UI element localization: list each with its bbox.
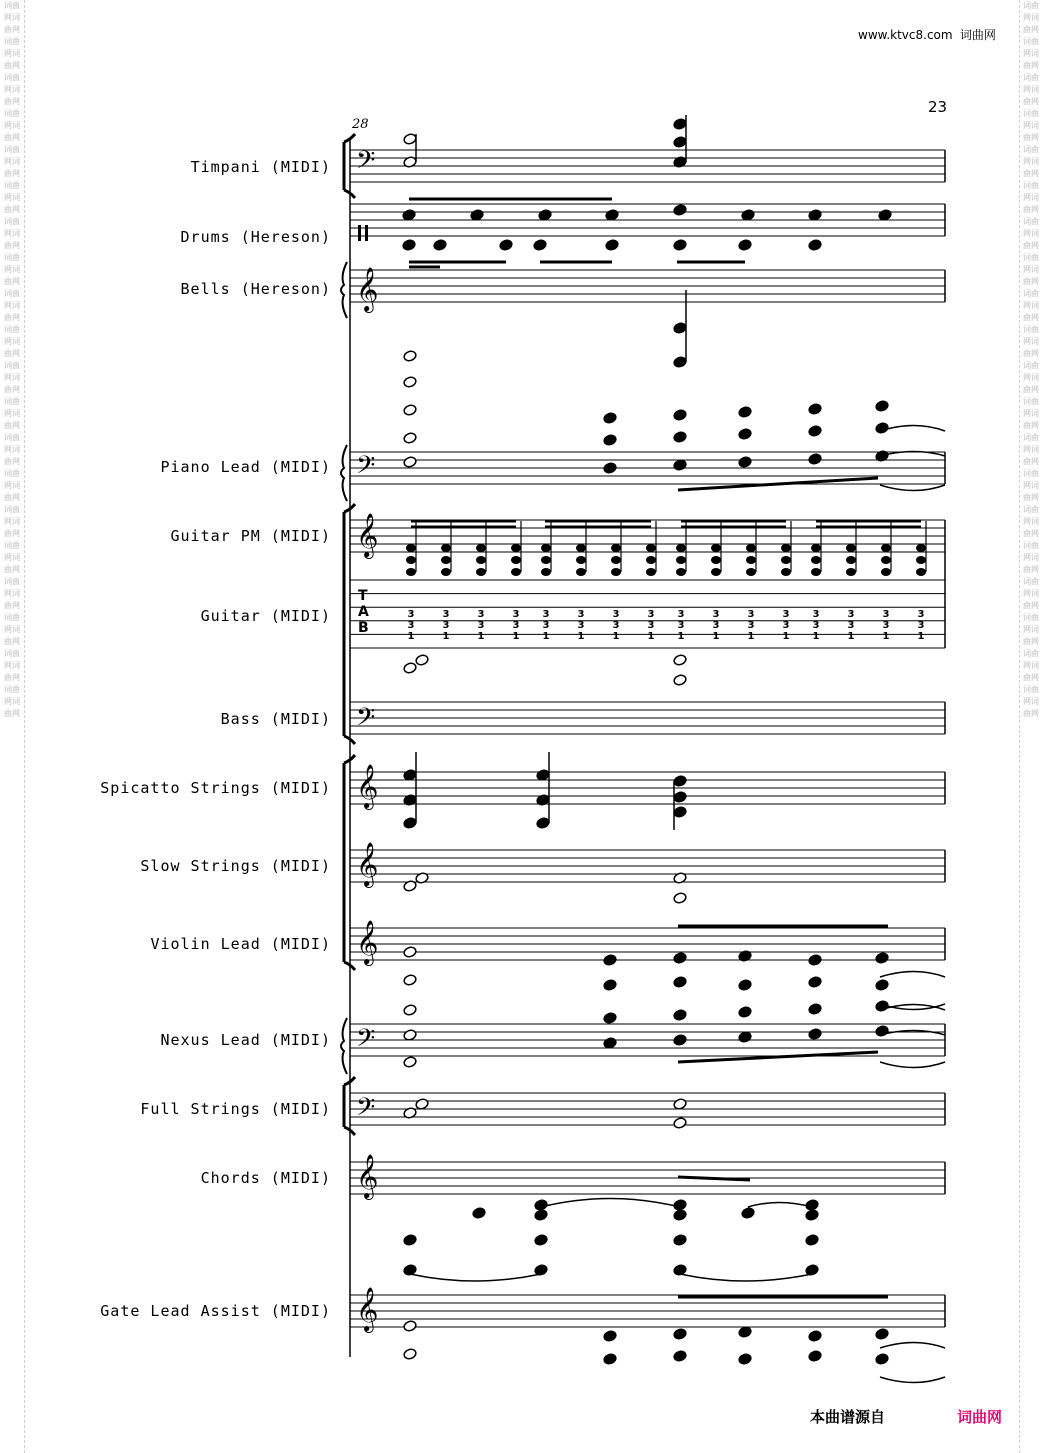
tab-fret-number: 3 (542, 620, 550, 631)
tab-fret-number: 3 (407, 609, 415, 620)
instrument-label: Guitar PM (MIDI) (170, 527, 331, 545)
notehead (603, 1037, 617, 1050)
notehead (403, 350, 417, 363)
bass-clef-icon: 𝄢 (356, 451, 376, 486)
notehead (738, 428, 752, 441)
notehead (534, 1234, 548, 1247)
tab-fret-number: 3 (512, 620, 520, 631)
tab-numbers (408, 609, 925, 642)
bass-clef-icon: 𝄢 (356, 1093, 376, 1128)
instrument-label: Nexus Lead (MIDI) (160, 1031, 331, 1049)
notehead (738, 1353, 752, 1366)
drum-notehead (402, 209, 416, 222)
percussion-clef-icon (365, 225, 368, 241)
footer-source-label: 本曲谱源自 (810, 1408, 886, 1426)
notehead (875, 1353, 889, 1366)
tab-clef-letter: A (358, 604, 369, 620)
tab-fret-number: 3 (812, 609, 820, 620)
chord-notehead (881, 568, 891, 576)
tab-fret-number: 1 (882, 631, 890, 642)
chord-notehead (576, 556, 586, 564)
chord-notehead (406, 544, 416, 552)
notehead (673, 459, 687, 472)
notehead (603, 462, 617, 475)
drum-notehead (741, 209, 755, 222)
chord-notehead (441, 544, 451, 552)
tab-fret-number: 1 (477, 631, 485, 642)
chord-notehead (646, 556, 656, 564)
chord-notehead (781, 568, 791, 576)
drum-notehead (533, 239, 547, 252)
tab-fret-number: 3 (677, 609, 685, 620)
tab-fret-number: 1 (812, 631, 820, 642)
notehead (673, 1209, 687, 1222)
notehead (808, 976, 822, 989)
notehead (673, 1098, 687, 1111)
tab-fret-number: 3 (847, 609, 855, 620)
instrument-label: Gate Lead Assist (MIDI) (100, 1302, 331, 1320)
chord-notehead (576, 544, 586, 552)
page-number: 23 (928, 98, 948, 116)
chord-notehead (676, 568, 686, 576)
notehead (673, 976, 687, 989)
notehead (808, 453, 822, 466)
notehead (808, 1003, 822, 1016)
chord-notehead (711, 544, 721, 552)
tab-fret-number: 3 (847, 620, 855, 631)
treble-clef-icon: 𝄞 (356, 1154, 379, 1198)
tab-fret-number: 1 (647, 631, 655, 642)
chord-notehead (846, 568, 856, 576)
drum-notehead (538, 209, 552, 222)
tab-fret-number: 3 (477, 620, 485, 631)
chord-notehead (611, 556, 621, 564)
notehead (673, 1034, 687, 1047)
tab-fret-number: 1 (747, 631, 755, 642)
left-margin-watermark: 词曲网词曲网词曲网词曲网词曲网词曲网词曲网词曲网词曲网词曲网词曲网词曲网词曲网词曲网词曲网词曲网词曲网词曲网词曲网词曲网词曲网词曲网词曲网词曲网词曲网词曲网词曲网词曲网词曲网词曲网词曲网词曲网词曲网词曲网词曲网词曲网词曲网词曲网词曲网词曲网 (4, 1, 20, 718)
tab-fret-number: 1 (442, 631, 450, 642)
treble-clef-icon: 𝄞 (356, 764, 379, 808)
notehead (738, 406, 752, 419)
drum-notehead (402, 239, 416, 252)
tab-fret-number: 3 (612, 620, 620, 631)
chord-notehead (846, 544, 856, 552)
drum-notehead (738, 239, 752, 252)
chord-notehead (881, 556, 891, 564)
notehead (403, 946, 417, 959)
tab-fret-number: 3 (542, 609, 550, 620)
piano-brace (341, 262, 347, 318)
tab-fret-number: 1 (917, 631, 925, 642)
chord-notehead (811, 556, 821, 564)
notehead (673, 1350, 687, 1363)
notehead (534, 1199, 548, 1212)
chord-notehead (746, 544, 756, 552)
notehead (403, 133, 417, 146)
tab-fret-number: 3 (782, 620, 790, 631)
notehead (875, 422, 889, 435)
tab-fret-number: 3 (647, 609, 655, 620)
notehead (403, 376, 417, 389)
notehead (738, 456, 752, 469)
chord-notehead (711, 568, 721, 576)
notehead (603, 979, 617, 992)
notehead (603, 1353, 617, 1366)
tab-fret-number: 3 (407, 620, 415, 631)
bass-clef-icon: 𝄢 (356, 146, 376, 181)
notehead (673, 806, 687, 819)
notehead (673, 791, 687, 804)
notehead (673, 1328, 687, 1341)
chord-notehead (811, 544, 821, 552)
notehead (875, 1328, 889, 1341)
tab-fret-number: 3 (647, 620, 655, 631)
chord-notehead (511, 568, 521, 576)
notehead (805, 1209, 819, 1222)
notehead (472, 1207, 486, 1220)
tab-fret-number: 3 (882, 620, 890, 631)
instrument-label: Chords (MIDI) (200, 1169, 331, 1187)
notehead (673, 1234, 687, 1247)
beam (678, 1177, 750, 1180)
piano-brace (341, 1018, 347, 1074)
tab-fret-number: 1 (612, 631, 620, 642)
chord-notehead (916, 556, 926, 564)
drum-notehead (673, 239, 687, 252)
notehead (738, 1031, 752, 1044)
right-margin-watermark: 词曲网词曲网词曲网词曲网词曲网词曲网词曲网词曲网词曲网词曲网词曲网词曲网词曲网词曲网词曲网词曲网词曲网词曲网词曲网词曲网词曲网词曲网词曲网词曲网词曲网词曲网词曲网词曲网词曲网词曲网词曲网词曲网词曲网词曲网词曲网词曲网词曲网词曲网词曲网词曲网 (1023, 1, 1039, 718)
staff-lines (350, 150, 945, 1327)
chord-notehead (441, 568, 451, 576)
chord-notehead (881, 544, 891, 552)
bass-clef-icon: 𝄢 (356, 1024, 376, 1059)
chord-notehead (916, 568, 926, 576)
tab-fret-number: 1 (677, 631, 685, 642)
bass-clef-icon: 𝄢 (356, 703, 376, 738)
tab-fret-number: 1 (542, 631, 550, 642)
chord-notehead (541, 544, 551, 552)
chord-notehead (406, 568, 416, 576)
tab-fret-number: 3 (577, 620, 585, 631)
treble-clef-icon: 𝄞 (356, 513, 379, 557)
notehead (403, 404, 417, 417)
drum-notehead (878, 209, 892, 222)
notehead (673, 674, 687, 687)
instrument-label: Piano Lead (MIDI) (160, 458, 331, 476)
chord-notehead (746, 568, 756, 576)
notehead (403, 817, 417, 830)
tab-fret-number: 3 (477, 609, 485, 620)
tab-fret-number: 3 (442, 609, 450, 620)
chord-notehead (511, 556, 521, 564)
tab-clef-letter: B (358, 620, 369, 636)
chord-notehead (846, 556, 856, 564)
notehead (603, 1330, 617, 1343)
chord-notehead (541, 568, 551, 576)
notehead (403, 1029, 417, 1042)
chord-notehead (746, 556, 756, 564)
notehead (808, 954, 822, 967)
notehead (403, 1004, 417, 1017)
tab-clef-letter: T (358, 588, 368, 604)
tab-fret-number: 1 (847, 631, 855, 642)
notehead (738, 1006, 752, 1019)
notehead (603, 954, 617, 967)
tab-fret-number: 3 (712, 620, 720, 631)
notehead (534, 1209, 548, 1222)
tab-fret-number: 3 (747, 620, 755, 631)
footer-brand: 词曲网 (957, 1408, 1003, 1426)
notehead (415, 654, 429, 667)
chord-notehead (676, 556, 686, 564)
notehead (808, 403, 822, 416)
treble-clef-icon: 𝄞 (356, 842, 379, 886)
notehead (875, 1025, 889, 1038)
notehead (403, 974, 417, 987)
notehead (603, 1012, 617, 1025)
notehead (741, 1207, 755, 1220)
instrument-label: Violin Lead (MIDI) (150, 935, 331, 953)
chord-notehead (476, 568, 486, 576)
chord-notehead (406, 556, 416, 564)
drum-notehead (433, 239, 447, 252)
notehead (415, 1098, 429, 1111)
treble-clef-icon: 𝄞 (356, 267, 379, 311)
notehead (403, 1320, 417, 1333)
tab-fret-number: 3 (512, 609, 520, 620)
notehead (673, 431, 687, 444)
instrument-label: Timpani (MIDI) (190, 158, 331, 176)
drum-beams (409, 199, 745, 267)
tab-fret-number: 3 (812, 620, 820, 631)
tab-fret-number: 1 (712, 631, 720, 642)
instrument-label: Slow Strings (MIDI) (140, 857, 331, 875)
chord-notehead (441, 556, 451, 564)
notehead (403, 1056, 417, 1069)
site-name: 词曲网 (959, 28, 996, 42)
measure-number: 28 (352, 117, 369, 132)
tab-fret-number: 3 (782, 609, 790, 620)
notehead (403, 456, 417, 469)
notehead (673, 892, 687, 905)
tab-fret-number: 3 (577, 609, 585, 620)
notehead (403, 432, 417, 445)
notehead (808, 425, 822, 438)
notehead (673, 409, 687, 422)
notehead (603, 434, 617, 447)
tab-fret-number: 3 (442, 620, 450, 631)
chord-notehead (781, 556, 791, 564)
treble-clef-icon: 𝄞 (356, 920, 379, 964)
notehead (673, 136, 687, 149)
treble-clef-icon: 𝄞 (356, 1287, 379, 1331)
notehead (673, 356, 687, 369)
chord-notehead (781, 544, 791, 552)
chord-notehead (676, 544, 686, 552)
notehead (403, 1234, 417, 1247)
instrument-label: Bells (Hereson) (180, 280, 331, 298)
chord-notehead (476, 544, 486, 552)
tab-fret-number: 3 (747, 609, 755, 620)
chord-notehead (916, 544, 926, 552)
instrument-label: Bass (MIDI) (220, 710, 331, 728)
notehead (536, 817, 550, 830)
drum-notehead (808, 209, 822, 222)
notehead (403, 662, 417, 675)
tab-clef-icon (358, 588, 369, 636)
chord-notehead (611, 544, 621, 552)
percussion-clef-icon (358, 225, 361, 241)
guitar-pm-beams (411, 521, 921, 527)
notehead (673, 775, 687, 788)
chord-notehead (646, 568, 656, 576)
notehead (875, 400, 889, 413)
guitar-pm-chords (406, 521, 926, 576)
instrument-label: Drums (Hereson) (180, 228, 331, 246)
tab-fret-number: 3 (612, 609, 620, 620)
drum-notehead (673, 204, 687, 217)
beam (678, 1052, 878, 1062)
drum-notehead (605, 209, 619, 222)
notehead (673, 1199, 687, 1212)
tab-fret-number: 3 (917, 609, 925, 620)
instrument-label: Spicatto Strings (MIDI) (100, 779, 331, 797)
notehead (875, 979, 889, 992)
tab-fret-number: 1 (407, 631, 415, 642)
chord-notehead (711, 556, 721, 564)
notehead (808, 1028, 822, 1041)
drum-notehead (470, 209, 484, 222)
tab-fret-number: 3 (917, 620, 925, 631)
notehead (403, 769, 417, 782)
site-url: www.ktvc8.com (858, 28, 953, 42)
notehead (738, 979, 752, 992)
notehead (805, 1234, 819, 1247)
instrument-label: Full Strings (MIDI) (140, 1100, 331, 1118)
chord-notehead (576, 568, 586, 576)
chord-notehead (511, 544, 521, 552)
instrument-label: Guitar (MIDI) (200, 607, 331, 625)
notehead (738, 1326, 752, 1339)
tab-fret-number: 1 (782, 631, 790, 642)
notehead (808, 1350, 822, 1363)
tab-fret-number: 1 (512, 631, 520, 642)
notehead (403, 1348, 417, 1361)
drum-notehead (499, 239, 513, 252)
notehead (673, 654, 687, 667)
tab-fret-number: 3 (882, 609, 890, 620)
chord-notehead (611, 568, 621, 576)
notehead (536, 769, 550, 782)
notehead (808, 1330, 822, 1343)
notehead (673, 952, 687, 965)
notehead (673, 118, 687, 131)
tab-fret-number: 3 (677, 620, 685, 631)
notehead (673, 1117, 687, 1130)
tab-fret-number: 1 (577, 631, 585, 642)
notehead (673, 322, 687, 335)
chord-notehead (646, 544, 656, 552)
piano-brace (341, 445, 347, 501)
drum-notehead (808, 239, 822, 252)
drum-notehead (605, 239, 619, 252)
chord-notehead (541, 556, 551, 564)
tab-fret-number: 3 (712, 609, 720, 620)
notehead (603, 412, 617, 425)
chord-notehead (811, 568, 821, 576)
notehead (875, 952, 889, 965)
notehead (673, 1009, 687, 1022)
chord-notehead (476, 556, 486, 564)
